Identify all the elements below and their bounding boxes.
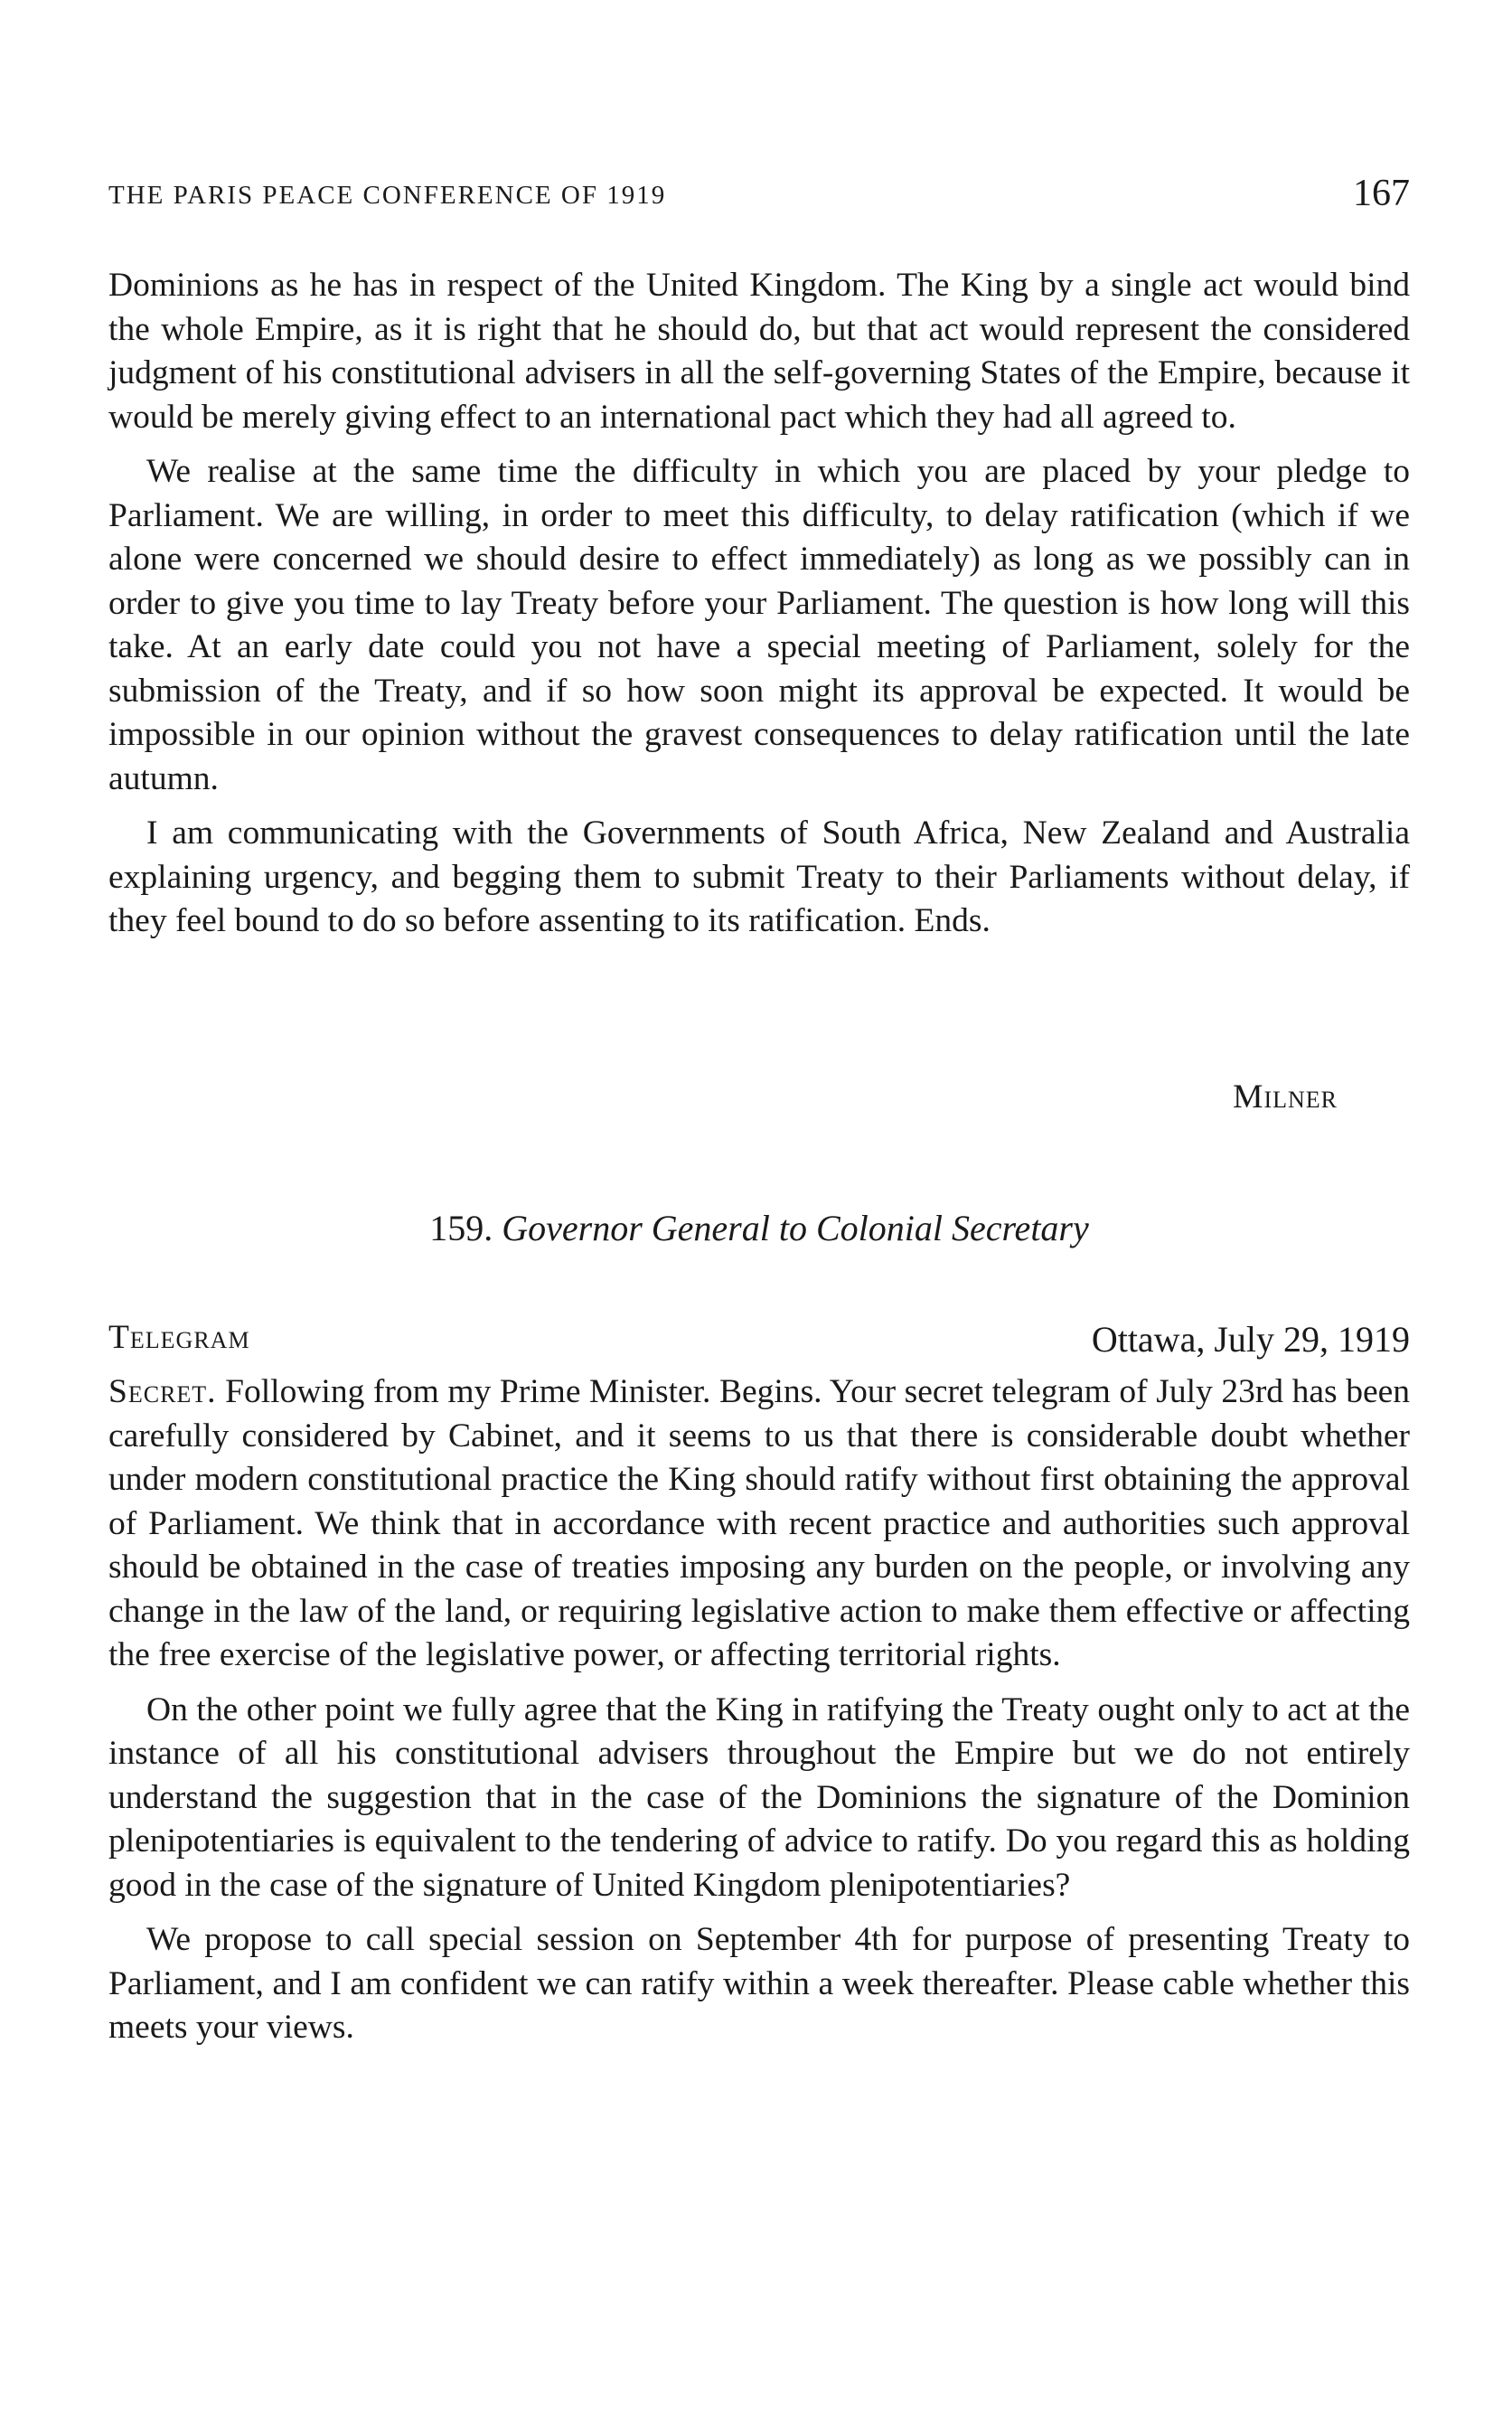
document-heading bbox=[108, 1207, 1410, 1249]
telegram-opening-text: Following from my Prime Minister. Begins. Your secret telegram of July 23rd has been carefully considered by Cabinet, and it seems to us that there is considerable doubt whether under modern constitutional practice the King should ratify without first obtaining the approval of Parliament. We think that in accordance with recent practice and authorities such approval should be obtained in the case of treaties imposing any burden on the people, or involving any change in the law of the land, or requiring legislative action to make them effective or affecting the free exercise of the legislative power, or affecting territorial rights. bbox=[108, 1373, 1410, 1673]
continuation-paragraph-3: I am communicating with the Governments of South Africa, New Zealand and Australia explaining urgency, and begging them to submit Treaty to their Parliaments without delay, if they feel bound to do so before assenting to its ratification. Ends. bbox=[108, 815, 1410, 939]
signature-milner: Milner bbox=[1233, 1078, 1338, 1116]
continuation-text bbox=[108, 264, 1410, 944]
continuation-paragraph-2: We realise at the same time the difficulty in which you are placed by your pledge to Parliament. We are willing, in order to meet this difficulty, to delay ratification (which if we alone were concerned we should desire to effect immediately) as long as we possibly can in order to give you time to lay Treaty before your Parliament. The question is how long will this take. At an early date could you not have a special meeting of Parliament, solely for the submission of the Treaty, and if so how soon might its approval be expected. It would be impossible in our opinion without the gravest consequences to delay ratification until the late autumn. bbox=[108, 453, 1410, 797]
running-head bbox=[108, 172, 1410, 226]
dateline: Ottawa, July 29, 1919 bbox=[1091, 1319, 1410, 1360]
telegram-label: Telegram bbox=[108, 1319, 250, 1356]
telegram-paragraph-2: On the other point we fully agree that the King in ratifying the Treaty ought only to act at the instance of all his constitutional advisers throughout the Empire but we do not entirely understand the suggestion that in the case of the Dominions the signature of the Dominion plenipotentiaries is equivalent to the tendering of advice to ratify. Do you regard this as holding good in the case of the signature of United Kingdom plenipotentiaries? bbox=[108, 1690, 1410, 1904]
document-number: 159. bbox=[429, 1208, 493, 1248]
running-title: THE PARIS PEACE CONFERENCE OF 1919 bbox=[108, 181, 667, 210]
secret-label: Secret. bbox=[108, 1373, 217, 1410]
document-title: Governor General to Colonial Secretary bbox=[502, 1208, 1089, 1248]
page-number: 167 bbox=[1353, 173, 1410, 214]
telegram-paragraph-3: We propose to call special session on September 4th for purpose of presenting Treaty to Parliament, and I am confident we can ratify within a week thereafter. Please cable whether this meets your views. bbox=[108, 1921, 1410, 2046]
continuation-paragraph-1: Dominions as he has in respect of the United Kingdom. The King by a single act would bind the whole Empire, as it is right that he should do, but that act would represent the considered judgment of his constitutional advisers in all the self-governing States of the Empire, because it would be merely giving effect to an international pact which they had all agreed to. bbox=[108, 267, 1410, 436]
telegram-body bbox=[108, 1370, 1410, 2050]
telegram-paragraph-1 bbox=[108, 1370, 1410, 1678]
